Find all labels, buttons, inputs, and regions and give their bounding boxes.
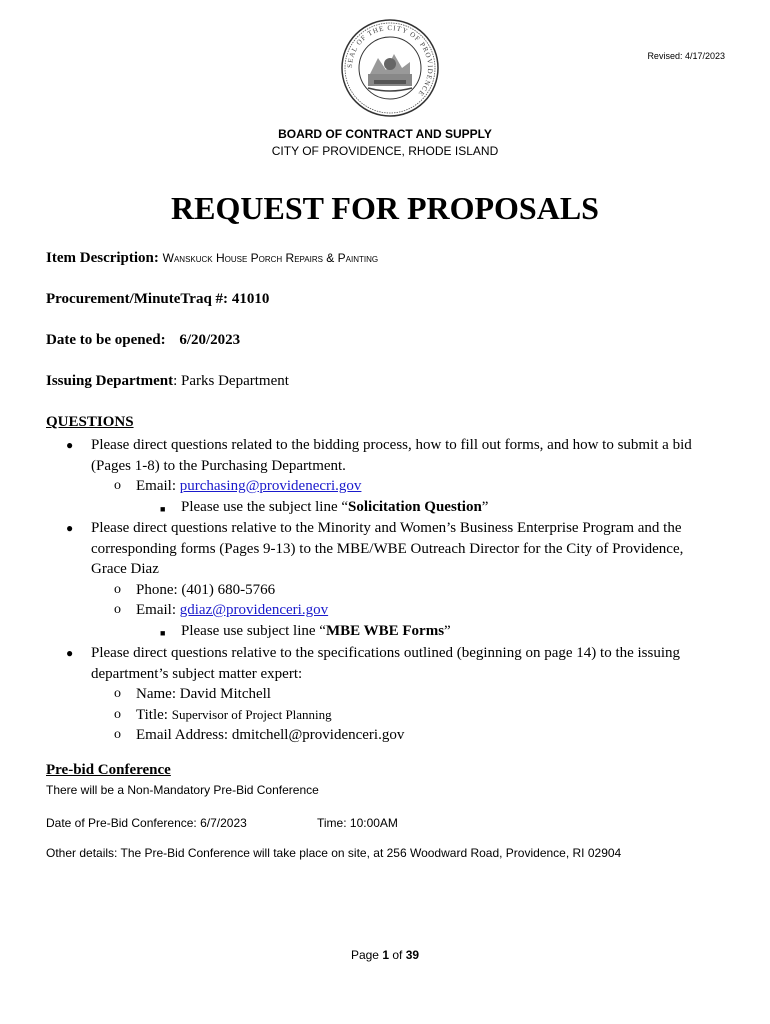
bullet-3-title (136, 705, 332, 726)
bullet-3-line-1: Please direct questions relative to the specifications outlined (beginning on page 14) to the issuing (91, 645, 681, 661)
bullet-1-subject-pre: Please use the subject line “ (181, 498, 349, 515)
revised-date: Revised: 4/17/2023 (647, 51, 725, 61)
bullet-1-subject-bold: Solicitation Question (348, 498, 482, 515)
item-description-label: Item Description: (46, 250, 159, 266)
circle-bullet-icon: o (114, 581, 121, 597)
bullet-2-subject (181, 621, 451, 642)
page-total: 39 (405, 948, 420, 962)
seal-scene-icon (368, 54, 412, 91)
mbe-email-link[interactable]: gdiaz@providenceri.gov (179, 602, 329, 618)
page-number (0, 948, 770, 962)
city-seal-logo (340, 18, 440, 118)
circle-bullet-icon: o (114, 602, 121, 617)
bullet-1-email (136, 476, 361, 497)
bullet-1-subject (181, 497, 488, 518)
bullet-1-line-1: Please direct questions related to the bidding process, how to fill out forms, and how to submit a bid (91, 437, 692, 453)
issuing-department-colon: : (173, 373, 178, 389)
bullet-1-email-label: Email: (136, 478, 176, 494)
seal-text: SEAL OF THE CITY OF PROVIDENCE (345, 23, 435, 99)
prebid-note: There will be a Non-Mandatory Pre-Bid Conference (46, 783, 319, 797)
bullet-3-title-label: Title: (136, 706, 168, 723)
square-bullet-icon: ■ (160, 628, 166, 638)
bullet-3-title-value: Supervisor of Project Planning (171, 706, 332, 722)
prebid-details: Other details: The Pre-Bid Conference will take place on site, at 256 Woodward Road, Providence, RI 02904 (46, 846, 622, 860)
page-label: Page (350, 948, 379, 962)
procurement-value: 41010 (231, 291, 270, 307)
page-of-label: of (392, 948, 403, 962)
bullet-1-subject-post: ” (481, 498, 489, 515)
bullet-3-line-2: department’s subject matter expert: (91, 665, 303, 682)
bullet-icon: ● (66, 646, 74, 660)
bullet-2-email (136, 600, 328, 621)
bullet-2-subject-pre: Please use subject line “ (181, 622, 326, 639)
prebid-time: Time: 10:00AM (317, 816, 398, 830)
date-opened-label: Date to be opened: (46, 332, 166, 348)
bullet-3-name: Name: David Mitchell (136, 686, 271, 702)
page-title: REQUEST FOR PROPOSALS (171, 190, 599, 226)
bullet-2-subject-bold: MBE WBE Forms (325, 622, 445, 639)
item-description (46, 250, 378, 267)
prebid-date: Date of Pre-Bid Conference: 6/7/2023 (46, 816, 247, 830)
purchasing-email-link[interactable]: purchasing@providenecri.gov (179, 478, 362, 494)
bullet-2-subject-post: ” (444, 622, 451, 639)
circle-bullet-icon: o (114, 727, 121, 742)
bullet-2-phone: Phone: (401) 680-5766 (136, 581, 276, 598)
item-description-value: Wanskuck House Porch Repairs & Painting (162, 251, 379, 265)
date-opened-value: 6/20/2023 (179, 332, 241, 348)
prebid-heading: Pre-bid Conference (46, 762, 171, 778)
questions-heading: QUESTIONS (46, 414, 134, 430)
bullet-2-line-3: Grace Diaz (91, 561, 159, 577)
bullet-2-line-1: Please direct questions relative to the Minority and Women’s Business Enterprise Program and the (91, 520, 682, 536)
issuing-department (46, 373, 289, 390)
bullet-2-line-2: corresponding forms (Pages 9-13) to the MBE/WBE Outreach Director for the City of Providence, (91, 540, 684, 557)
bullet-1-line-2: (Pages 1-8) to the Purchasing Department. (91, 457, 346, 474)
city-name: CITY OF PROVIDENCE, RHODE ISLAND (271, 144, 499, 158)
bullet-3-email: Email Address: dmitchell@providenceri.gov (136, 727, 405, 743)
bullet-icon: ● (66, 521, 74, 535)
procurement-number (46, 291, 269, 308)
circle-bullet-icon: o (114, 686, 121, 701)
issuing-department-label: Issuing Department (46, 373, 174, 389)
circle-bullet-icon: o (114, 478, 121, 493)
square-bullet-icon: ■ (160, 504, 166, 514)
bullet-icon: ● (66, 438, 74, 452)
date-opened (46, 332, 240, 349)
bullet-2-email-label: Email: (136, 602, 176, 618)
board-name: BOARD OF CONTRACT AND SUPPLY (278, 127, 492, 141)
procurement-label: Procurement/MinuteTraq #: (46, 291, 229, 307)
issuing-department-value: Parks Department (181, 373, 289, 389)
circle-bullet-icon: o (114, 706, 121, 722)
page-current: 1 (382, 948, 389, 962)
